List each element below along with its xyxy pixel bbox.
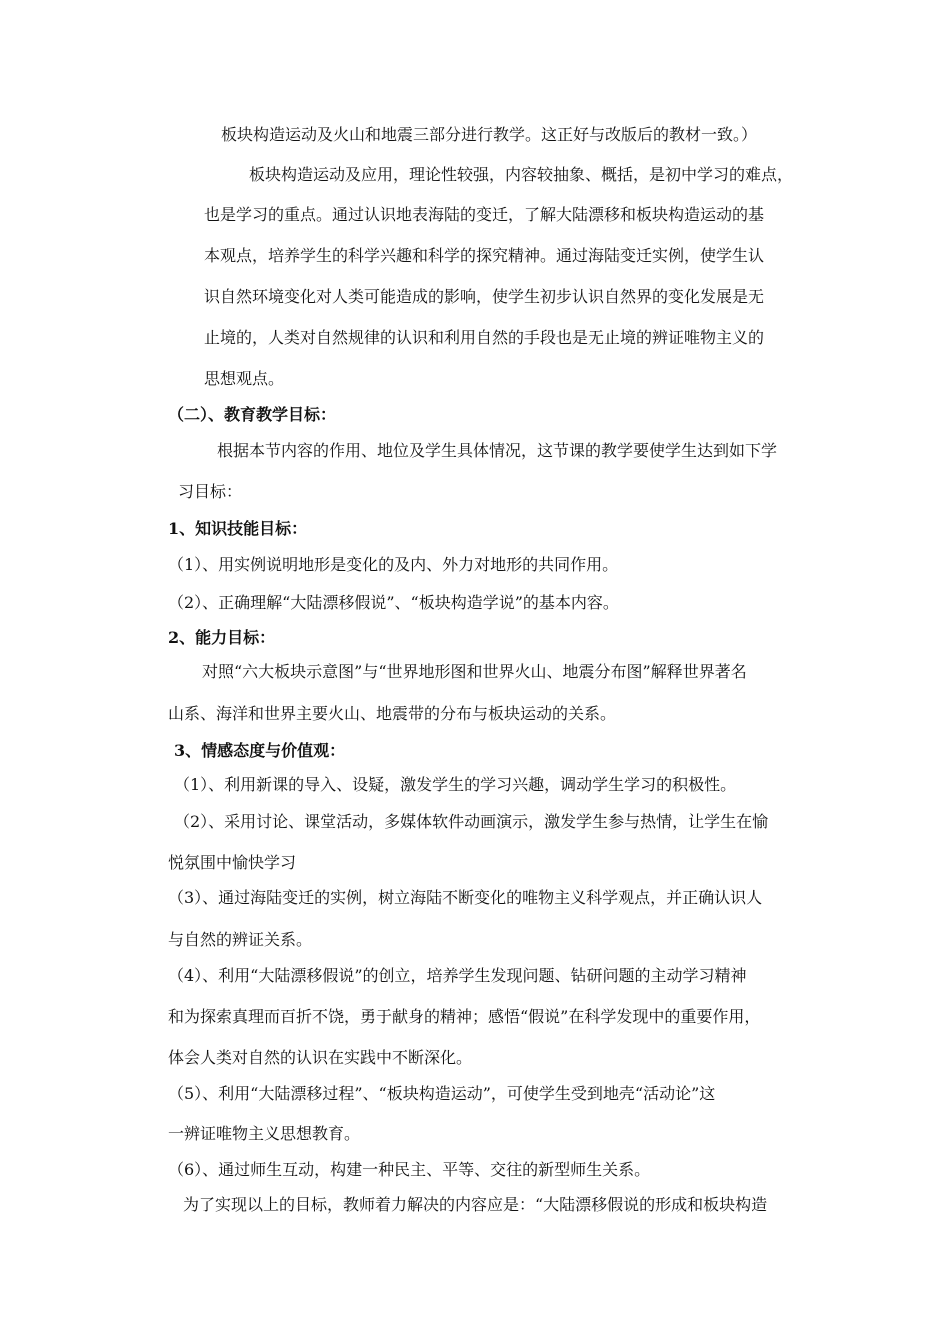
goal3-line: 体会人类对自然的认识在实践中不断深化。 <box>168 1048 473 1067</box>
goal3-line: （5）、利用“大陆漂移过程”、“板块构造运动”，可使学生受到地壳“活动论”这 <box>168 1084 716 1103</box>
para1-line: 止境的，人类对自然规律的认识和利用自然的手段也是无止境的辨证唯物主义的 <box>204 328 765 347</box>
goal3-line: 与自然的辨证关系。 <box>168 930 313 949</box>
goal3-line: 和为探索真理而百折不饶，勇于献身的精神；感悟“假说”在科学发现中的重要作用， <box>168 1007 761 1026</box>
goal3-line: 一辨证唯物主义思想教育。 <box>168 1124 361 1143</box>
goal2-text-line: 山系、海洋和世界主要火山、地震带的分布与板块运动的关系。 <box>168 704 617 723</box>
goal1-item: （2）、正确理解“大陆漂移假说”、“板块构造学说”的基本内容。 <box>168 593 619 612</box>
goal3-line: （4）、利用“大陆漂移假说”的创立，培养学生发现问题、钻研问题的主动学习精神 <box>168 966 747 985</box>
goal2-text-line: 对照“六大板块示意图”与“世界地形图和世界火山、地震分布图”解释世界著名 <box>202 662 747 681</box>
para1-line: 思想观点。 <box>204 369 285 388</box>
goal1-heading: 1、知识技能目标： <box>168 519 308 538</box>
goal3-heading: 3、情感态度与价值观： <box>174 741 346 760</box>
para1-line: 识自然环境变化对人类可能造成的影响，使学生初步认识自然界的变化发展是无 <box>204 287 765 306</box>
section2-heading: （二）、教育教学目标： <box>168 405 337 424</box>
para1-line: 板块构造运动及应用，理论性较强，内容较抽象、概括，是初中学习的难点， <box>249 165 794 184</box>
goal2-heading: 2、能力目标： <box>168 628 276 647</box>
section2-intro-line: 习目标： <box>178 482 243 501</box>
goal3-line: （6）、通过师生互动，构建一种民主、平等、交往的新型师生关系。 <box>168 1160 651 1179</box>
goal3-line: 悦氛围中愉快学习 <box>168 853 297 872</box>
para1-line: 也是学习的重点。通过认识地表海陆的变迁，了解大陆漂移和板块构造运动的基 <box>204 205 765 224</box>
goal3-line: （1）、利用新课的导入、设疑，激发学生的学习兴趣，调动学生学习的积极性。 <box>174 775 737 794</box>
intro-tail-line: 板块构造运动及火山和地震三部分进行教学。这正好与改版后的教材一致。） <box>221 125 758 144</box>
para1-line: 本观点，培养学生的科学兴趣和科学的探究精神。通过海陆变迁实例，使学生认 <box>204 246 765 265</box>
section2-intro-line: 根据本节内容的作用、地位及学生具体情况，这节课的教学要使学生达到如下学 <box>217 441 778 460</box>
goal3-line: （3）、通过海陆变迁的实例，树立海陆不断变化的唯物主义科学观点，并正确认识人 <box>168 888 763 907</box>
closing-line: 为了实现以上的目标，教师着力解决的内容应是：“大陆漂移假说的形成和板块构造 <box>183 1195 768 1214</box>
goal1-item: （1）、用实例说明地形是变化的及内、外力对地形的共同作用。 <box>168 555 619 574</box>
goal3-line: （2）、采用讨论、课堂活动，多媒体软件动画演示，激发学生参与热情，让学生在愉 <box>174 812 769 831</box>
